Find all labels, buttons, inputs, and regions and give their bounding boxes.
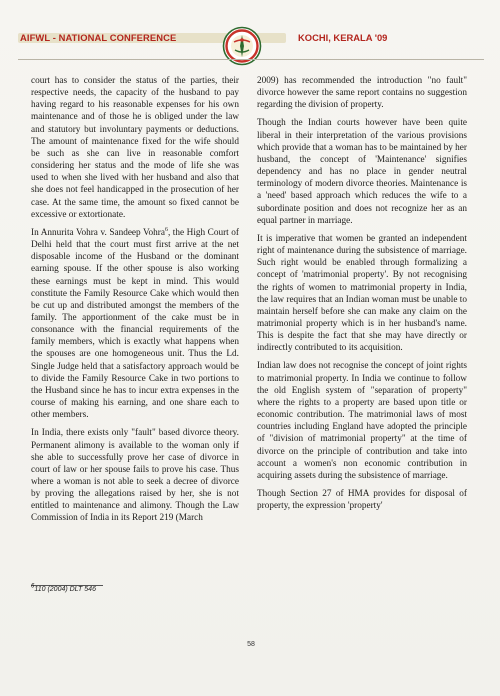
paragraph: court has to consider the status of the parties, their respective needs, the capacity of the husband to pay having regard to his reasonable expenses for his own maintenance and of those he is obliged under the law and statutory but involuntary payments or deductions. The amount of maintenance fixed for the wife should be such as she can live in reasonable comfort considering her status and the mode of life she was used to when she lived with her husband and also that she does not feel handicapped in the prosecution of her case. At the same time, the amount so fixed cannot be excessive or extortionate. [31,76,239,220]
paragraph: Though Section 27 of HMA provides for disposal of property, the expression 'property' [257,489,467,512]
header-rule [18,59,484,60]
header-location: KOCHI, KERALA '09 [298,32,388,43]
page-number: 58 [247,641,255,648]
case-name: In Annurita Vohra v. Sandeep Vohra [31,227,165,238]
footnote-text: 110 (2004) DLT 546 [34,586,96,593]
footnote [31,583,96,593]
paragraph: In India, there exists only "fault" based divorce theory. Permanent alimony is available to the woman only if she able to successfully prove her case of divorce in court of law or her spouse fails to prove his case. Thus where a woman is not able to seek a decree of divorce by proving the allegations raised by her, she is not entitled to maintenance and alimony. Though the Law Commission of India in its Report 219 (March [31,428,239,524]
paragraph: Indian law does not recognise the concept of joint rights to matrimonial property. In India we continue to follow the old English system of "separation of property" where the rights to a property are based upon title or economic contribution. The matrimonial laws of most countries including England have adopted the principle of "division of matrimonial property" at the time of divorce on the principle of contribution and take into account a women's non economic contribution in acquiring assets during the subsistence of marriage. [257,361,467,481]
paragraph: 2009) has recommended the introduction "no fault" divorce however the same report contains no suggestion regarding the division of property. [257,76,467,111]
aifwl-logo-icon [222,26,262,66]
footnote-reference: 6 [164,226,168,233]
footnote-mark: 6 [31,583,35,590]
header-conference-title: AIFWL - NATIONAL CONFERENCE [20,32,177,43]
paragraph: Though the Indian courts however have been quite liberal in their interpretation of the various provisions which provide that a woman has to be maintained by her husband, the concept of 'Maintenance' signifies dependency and has no place in gender neutral terminology of modern divorce theories. Maintenance is a 'need' based approach which reduces the wife to a subordinate position and does not recognize her as an equal partner in marriage. [257,118,467,226]
page-header [0,26,500,48]
left-column [31,75,239,531]
right-column [257,75,467,518]
paragraph-body: , the High Court of Delhi held that the court must first arrive at the net disposable income of the Husband or the dominant earning spouse. If the other spouse is also working these earnings must be kept in mind. This would constitute the Family Resource Cake which would then be cut up and distributed amongst the members of the family. The apportionment of the cake must be in consonance with the financial requirements of the family members, which is exactly what happens when the spouses are one homogeneous unit. Thus the Ld. Single Judge held that a satisfactory approach would be to divide the Family Resource Cake in two portions to the Husband since he has to incur extra expenses in the course of making his earning, and one share each to other members. [31,227,239,421]
paragraph-with-footnote [31,227,239,422]
paragraph: It is imperative that women be granted an independent right of maintenance during the subsistence of marriage. Such right would be enabled through formalizing a concept of 'matrimonial property'. By not recognising the rights of women to matrimonial property in India, the law requires that an Indian woman must be unable to maintain herself before she can make any claim on the matrimonial property which is in her husband's name. This is despite the fact that she may have directly or indirectly contributed to its acquisition. [257,233,467,354]
